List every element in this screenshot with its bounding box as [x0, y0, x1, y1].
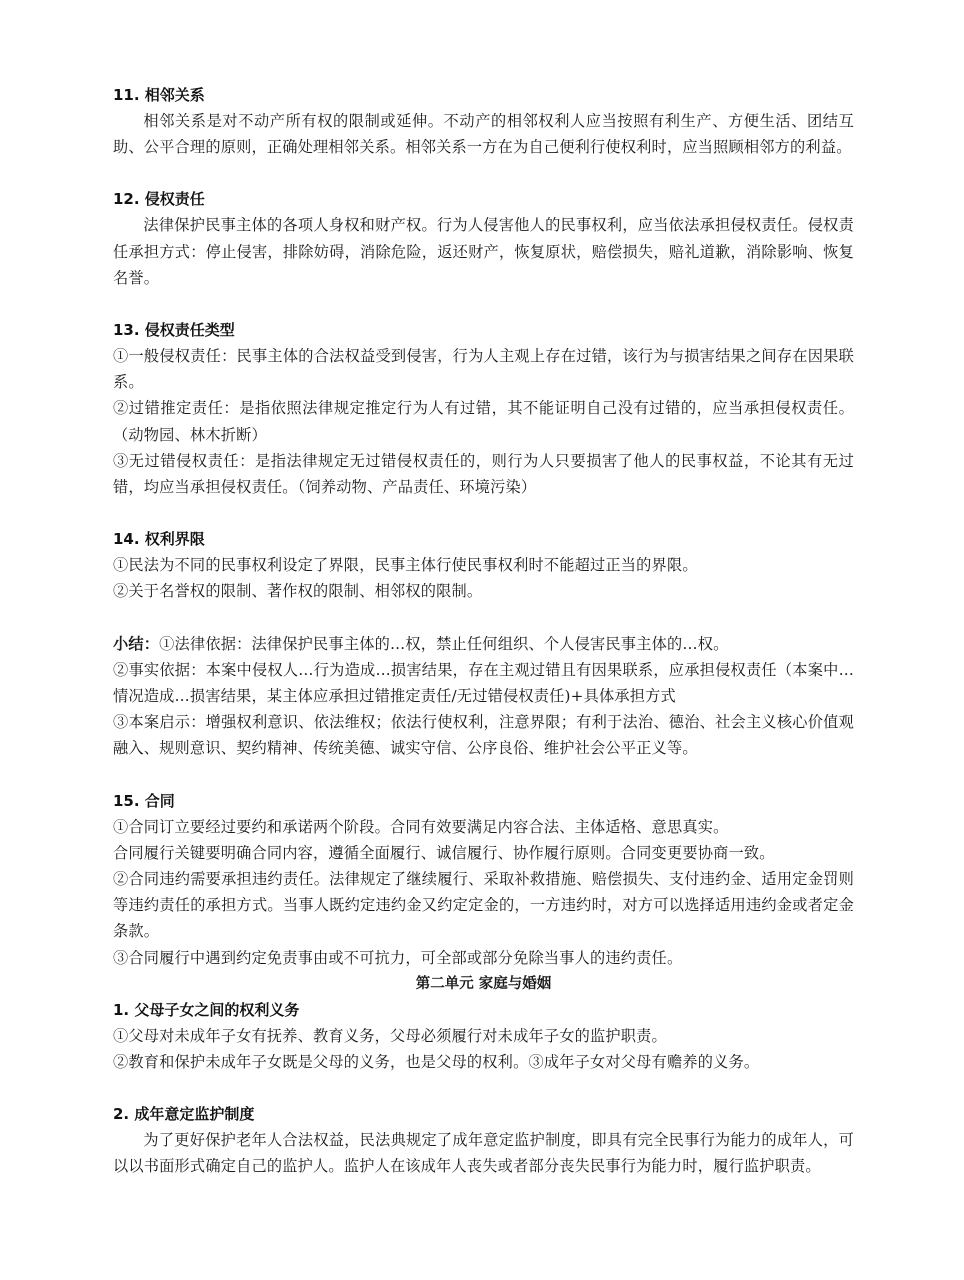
section-14	[113, 526, 854, 604]
unit-2-section-1-item: ①父母对未成年子女有抚养、教育义务，父母必须履行对未成年子女的监护职责。	[113, 1026, 667, 1045]
section-13-item: ②过错推定责任：是指依照法律规定推定行为人有过错，其不能证明自己没有过错的，应当承担侵权责任。（动物园、林木折断）	[113, 399, 854, 444]
section-14-item: ②关于名誉权的限制、著作权的限制、相邻权的限制。	[113, 582, 483, 601]
unit-2-section-1-item: ②教育和保护未成年子女既是父母的义务，也是父母的权利。③成年子女对父母有赡养的义务。	[113, 1053, 760, 1072]
summary-item: ①法律依据：法律保护民事主体的…权，禁止任何组织、个人侵害民事主体的…权。	[159, 634, 729, 653]
unit-2-section-2-paragraph: 为了更好保护老年人合法权益，民法典规定了成年意定监护制度，即具有完全民事行为能力的成年人，可以以书面形式确定自己的监护人。监护人在该成年人丧失或者部分丧失民事行为能力时，履行监护职责。	[113, 1131, 854, 1176]
section-13-item: ③无过错侵权责任：是指法律规定无过错侵权责任的，则行为人只要损害了他人的民事权益，不论其有无过错，均应当承担侵权责任。（饲养动物、产品责任、环境污染）	[113, 451, 854, 497]
section-14-item: ①民法为不同的民事权利设定了界限，民事主体行使民事权利时不能超过正当的界限。	[113, 556, 698, 575]
unit-2-title: 第二单元 家庭与婚姻	[415, 975, 552, 992]
unit-2-section-1-title: 1. 父母子女之间的权利义务	[113, 1000, 300, 1019]
summary-lead: 小结：	[113, 634, 160, 653]
section-15-item: 合同履行关键要明确合同内容，遵循全面履行、诚信履行、协作履行原则。合同变更要协商一致。	[113, 843, 775, 862]
section-15	[113, 788, 854, 971]
section-13-title: 13. 侵权责任类型	[113, 321, 235, 340]
unit-2-section-2-title: 2. 成年意定监护制度	[113, 1105, 255, 1124]
section-14-title: 14. 权利界限	[113, 530, 205, 549]
section-12	[113, 186, 854, 291]
summary-item: ③本案启示：增强权利意识、依法维权；依法行使权利，注意界限；有利于法治、德治、社会主义核心价值观融入、规则意识、契约精神、传统美德、诚实守信、公序良俗、维护社会公平正义等。	[113, 713, 854, 758]
section-13	[113, 317, 854, 500]
unit-2-section-2	[113, 1101, 854, 1179]
section-15-item: ③合同履行中遇到约定免责事由或不可抗力，可全部或部分免除当事人的违约责任。	[113, 948, 683, 967]
section-15-title: 15. 合同	[113, 791, 175, 810]
summary-item: ②事实依据：本案中侵权人…行为造成…损害结果，存在主观过错且有因果联系，应承担侵权责任（本案中…情况造成…损害结果，某主体应承担过错推定责任/无过错侵权责任)+具体承担方式	[113, 660, 854, 706]
section-11-paragraph: 相邻关系是对不动产所有权的限制或延伸。不动产的相邻权利人应当按照有利生产、方便生活、团结互助、公平合理的原则，正确处理相邻关系。相邻关系一方在为自己便利行使权利时，应当照顾相邻方的利益。	[113, 112, 854, 157]
section-12-paragraph: 法律保护民事主体的各项人身权和财产权。行为人侵害他人的民事权利，应当依法承担侵权责任。侵权责任承担方式：停止侵害，排除妨碍，消除危险，返还财产，恢复原状，赔偿损失，赔礼道歉，消除影响、恢复名誉。	[113, 216, 854, 287]
section-13-item: ①一般侵权责任：民事主体的合法权益受到侵害，行为人主观上存在过错，该行为与损害结果之间存在因果联系。	[113, 347, 854, 392]
section-15-item: ①合同订立要经过要约和承诺两个阶段。合同有效要满足内容合法、主体适格、意思真实。	[113, 817, 729, 836]
unit-2-section-1	[113, 997, 854, 1075]
section-11	[113, 82, 854, 160]
section-15-item: ②合同违约需要承担违约责任。法律规定了继续履行、采取补救措施、赔偿损失、支付违约金、适用定金罚则等违约责任的承担方式。当事人既约定违约金又约定定金的，一方违约时，对方可以选择适用违约金或者定金条款。	[113, 870, 854, 941]
summary-section	[113, 631, 854, 762]
section-11-title: 11. 相邻关系	[113, 86, 205, 104]
section-12-title: 12. 侵权责任	[113, 190, 205, 209]
summary-first-line	[113, 631, 854, 657]
